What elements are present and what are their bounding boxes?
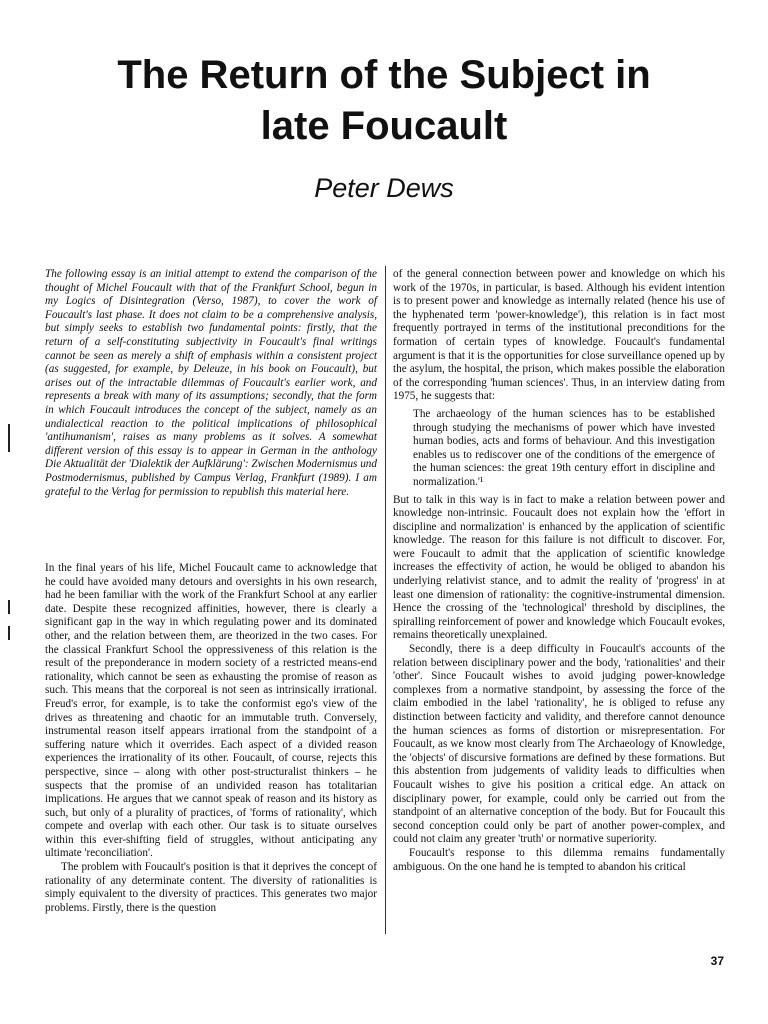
page-number: 37 — [710, 954, 724, 968]
right-column — [393, 268, 725, 874]
column-divider — [385, 266, 386, 934]
body-paragraph: But to talk in this way is in fact to make a relation between power and knowledge non-intrinsic. Foucault does not explain how the 'effort in discipline and normalization' is enhanced by the application of scientific knowledge. The reason for this failure is not difficult to discover. For, were Foucault to admit that the application of scientific knowledge increases the effectivity of action, he would be obliged to abandon his underlying relativist stance, and to admit the reality of 'progress' in at least one dimension of rationality: the cognitive-instrumental dimension. Hence the crossing of the 'technological' threshold by disciplines, the spiralling reinforcement of power and knowledge which Foucault evokes, remains theoretically unexplained. — [393, 493, 725, 642]
abstract-text: The following essay is an initial attempt to extend the comparison of the thought of Michel Foucault with that of the Frankfurt School, begun in my Logics of Disintegration (Verso, 1987), to cover the work of Foucault's last phase. It does not claim to be a comprehensive analysis, but simply seeks to establish two fundamental points: firstly, that the return of a self-constituting subjectivity in Foucault's final writings cannot be seen as merely a shift of emphasis within a consistent project (as suggested, for example, by Deleuze, in his book on Foucault), but arises out of the intractable dilemmas of Foucault's earlier work, and represents a break with many of its assumptions; secondly, that the form in which Foucault introduces the concept of the subject, namely as an undialectical reaction to the political implications of philosophical 'antihumanism', raises as many problems as it solves. A somewhat different version of this essay is to appear in German in the anthology Die Aktualität der 'Dialektik der Aufklärung': Zwischen Modernismus und Postmodernismus, published by Campus Verlag, Frankfurt (1989). I am grateful to the Verlag for permission to republish this material here. — [45, 268, 377, 498]
author-name: Peter Dews — [314, 173, 454, 203]
body-paragraph: Secondly, there is a deep difficulty in Foucault's accounts of the relation between disciplinary power and the body, 'rationalities' and their 'other'. Since Foucault wishes to avoid judging power-knowledge complexes from a normative standpoint, by assessing the force of the claim embodied in the label 'rationality', he is obliged to refuse any distinction between facticity and validity, and therefore cannot denounce the human sciences as forms of distortion or misrepresentation. For Foucault, as we know most clearly from The Archaeology of Knowledge, the 'objects' of discursive formations are defined by these formations. But this abstention from judgements of validity leads to difficulties when Foucault wishes to give his position a critical edge. An attack on disciplinary power, for example, could only be carried out from the standpoint of an alternative conception of the body. But for Foucault this second conception could only be part of another power-complex, and could not claim any greater 'truth' or normative superiority. — [393, 643, 725, 846]
abstract — [45, 268, 377, 499]
body-paragraph: Foucault's response to this dilemma remains fundamentally ambiguous. On the one hand he is tempted to abandon his critical — [393, 846, 725, 873]
body-paragraph: The problem with Foucault's position is that it deprives the concept of rationality of any determinate content. The diversity of rationalities is simply equivalent to the diversity of practices. This generates two major problems. Firstly, there is the question — [45, 861, 377, 914]
article-title — [0, 50, 768, 152]
margin-mark — [8, 600, 10, 614]
body-paragraph: In the final years of his life, Michel Foucault came to acknowledge that he could have avoided many detours and oversights in his own research, had he been familiar with the work of the Frankfurt School at any earlier date. Despite these recognized affinities, however, there is clearly a significant gap in the way in which regulating power and its dominated other, and the relation between them, are theorized in the two cases. For the classical Frankfurt School the oppressiveness of this relation is the result of the preponderance in modern society of a restricted means-end rationality, which cannot be seen as exhausting the promise of reason as such. This means that the corporeal is not seen as intrinsically irrational. Freud's error, for example, is to take the conformist ego's view of the drives as threatening and chaotic for an immutable truth. Conversely, instrumental reason itself appears irrational from the standpoint of a suffering nature which it overrides. Each aspect of a divided reason experiences the irrationality of its other. Foucault, of course, rejects this perspective, since – along with other post-structuralist thinkers – he suspects that the promise of an undivided reason has totalitarian implications. He argues that we cannot speak of reason and its history as such, but only of a plurality of practices, of 'forms of rationality', which compete and overlap with each other. Our task is to situate ourselves within this ever-shifting field of struggles, without anticipating any ultimate 'reconciliation'. — [45, 562, 377, 860]
title-line-1: The Return of the Subject in — [117, 53, 651, 97]
title-line-2: late Foucault — [260, 104, 508, 148]
left-column — [45, 562, 377, 915]
body-paragraph: of the general connection between power and knowledge on which his work of the 1970s, in particular, is based. Although his evident intention is to present power and knowledge as internally related (hence his use of the hyphenated term 'power-knowledge'), this relation is in fact most frequently portrayed in terms of the institutional preconditions for the formation of certain types of knowledge. Foucault's fundamental argument is that it is the opportunities for close surveillance opened up by the asylum, the hospital, the prison, which makes possible the elaboration of the corresponding 'human sciences'. Thus, in an interview dating from 1975, he suggests that: — [393, 268, 725, 403]
margin-mark — [8, 626, 10, 640]
block-quote: The archaeology of the human sciences has to be established through studying the mechanisms of power which have invested human bodies, acts and forms of behaviour. And this investigation enables us to rediscover one of the conditions of the emergence of the human sciences: the great 19th century effort in discipline and normalization.'¹ — [413, 407, 715, 488]
margin-mark — [8, 424, 10, 452]
